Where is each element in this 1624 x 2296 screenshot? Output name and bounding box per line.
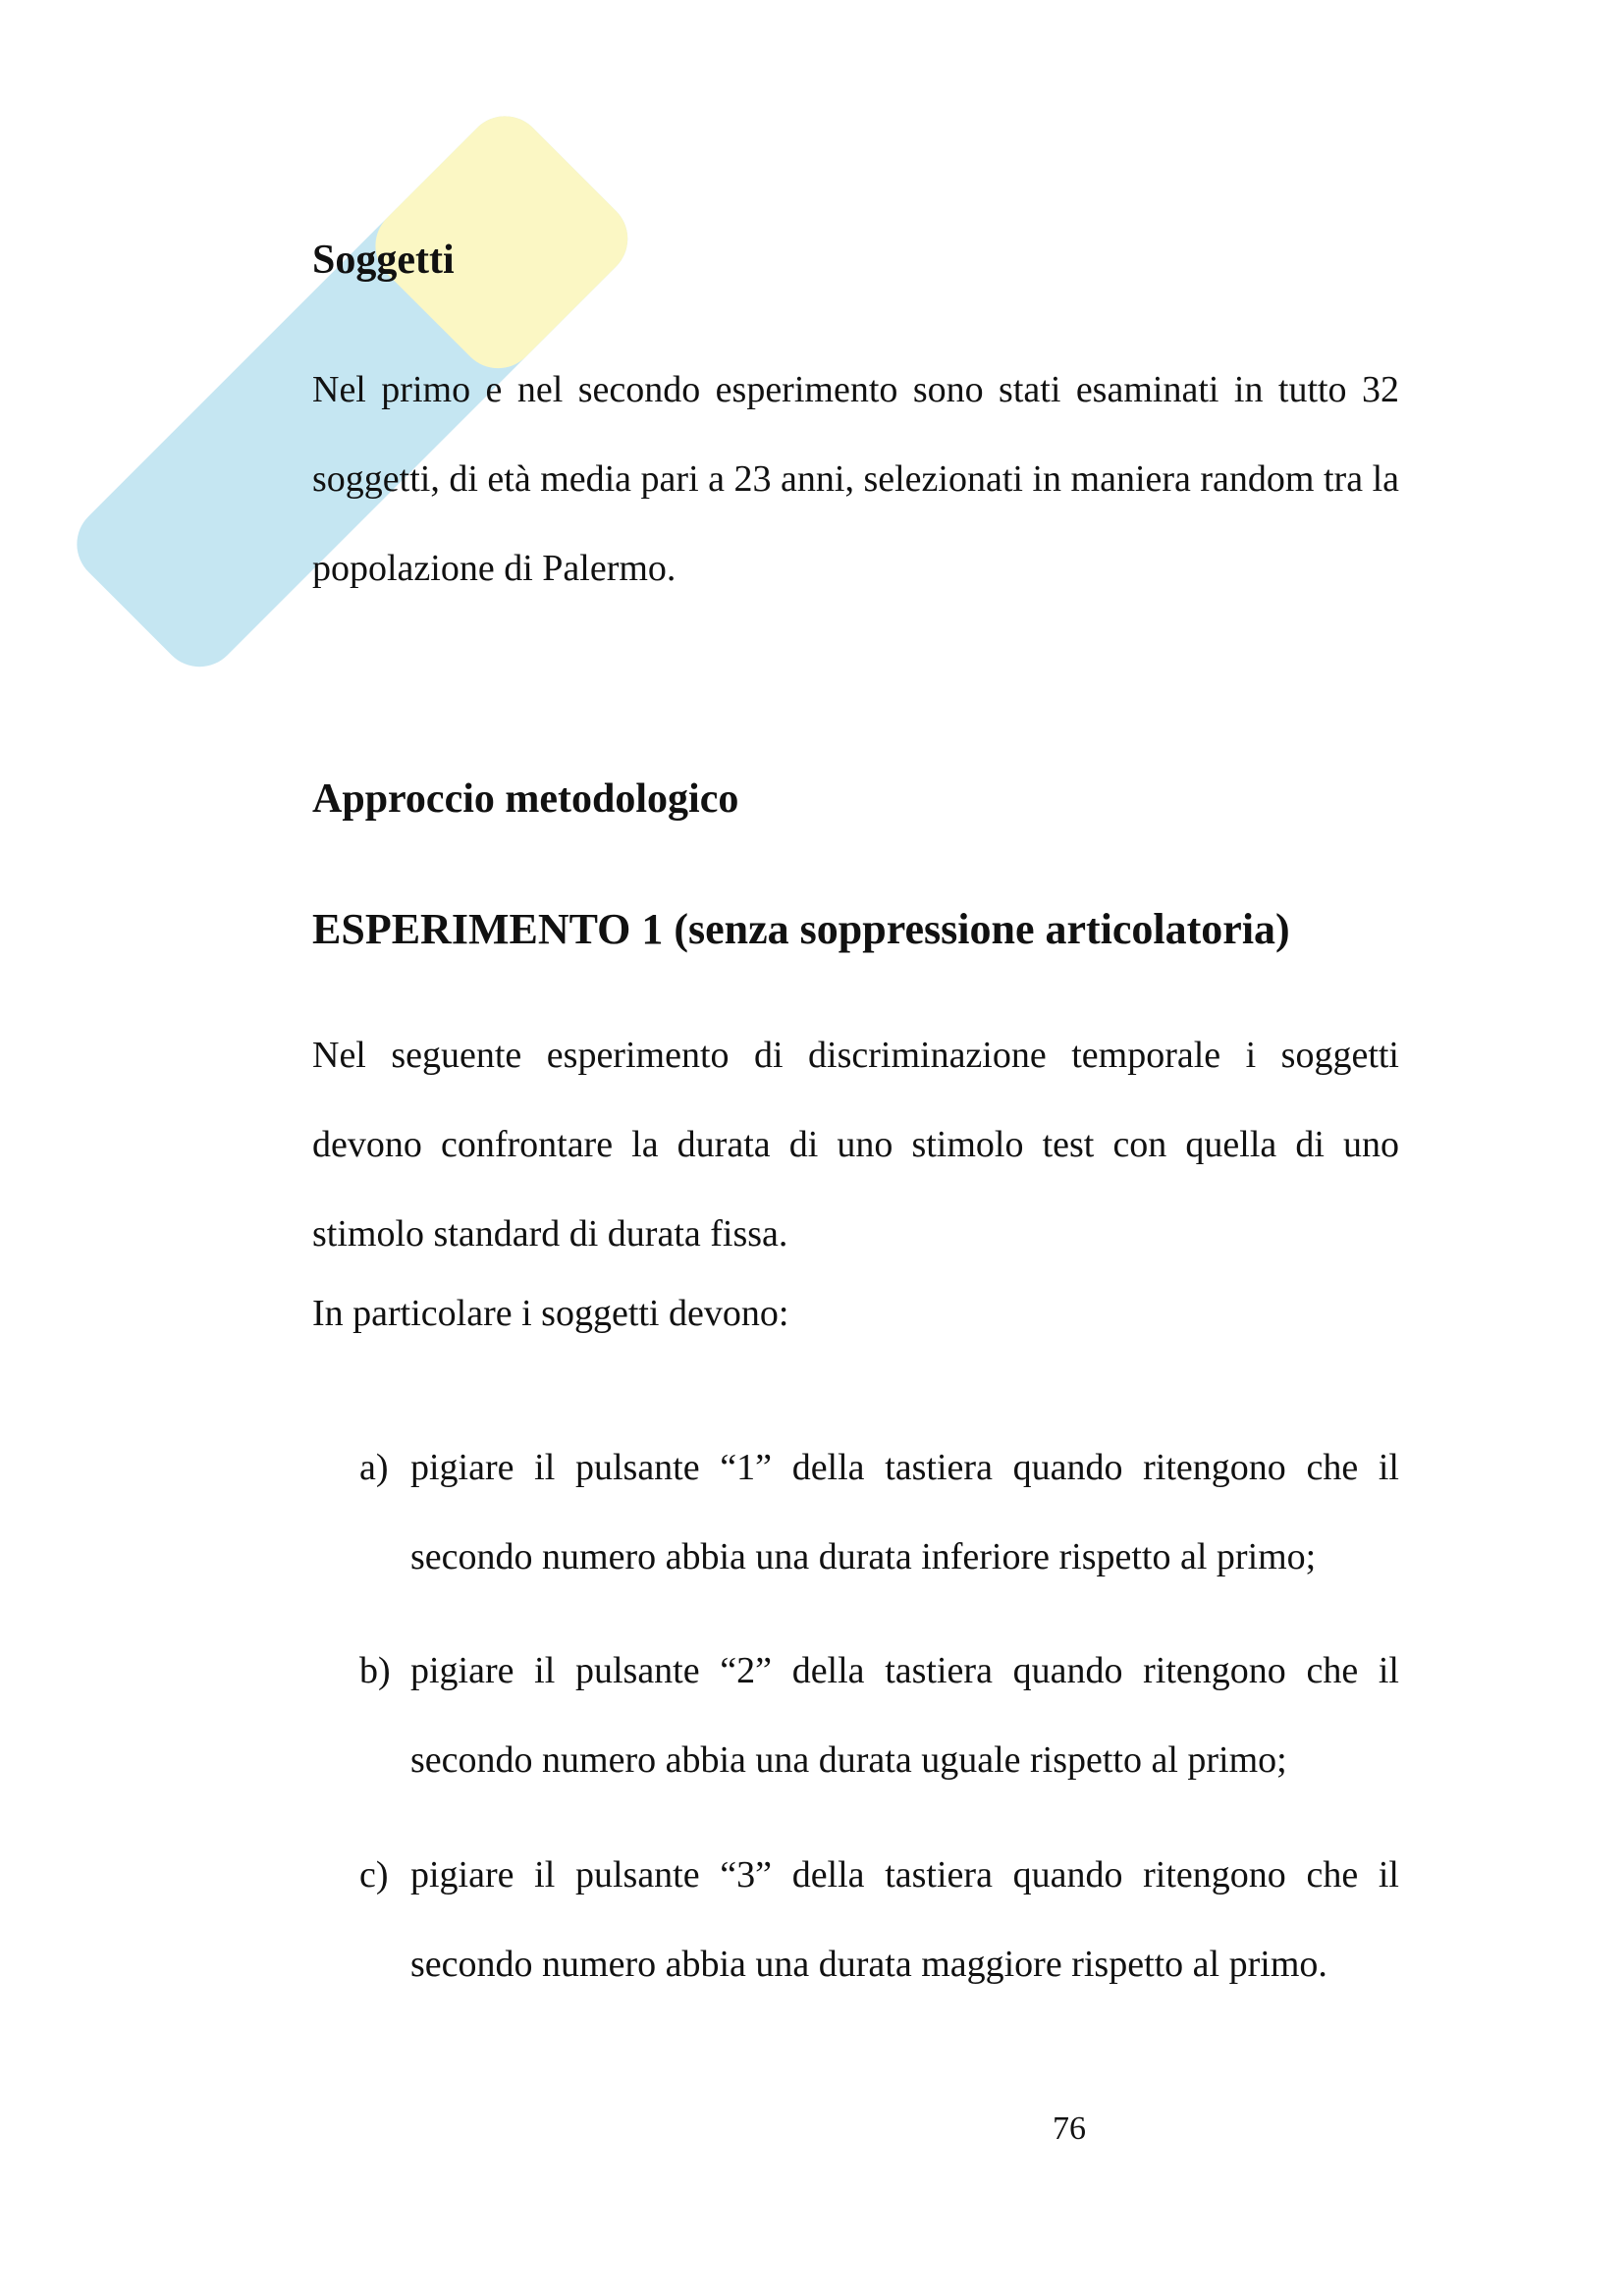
section-title-soggetti: Soggetti: [312, 238, 455, 283]
paragraph-esperimento: Nel seguente esperimento di discriminazione temporale i soggetti devono confrontare la durata di uno stimolo test con quella di uno stimolo standard di durata fissa.: [312, 1035, 1399, 1255]
page-number: 76: [1053, 2110, 1086, 2147]
list-marker: a): [359, 1447, 389, 1488]
experiment-title: ESPERIMENTO 1 (senza soppressione articolatoria): [312, 905, 1290, 953]
section-title-approccio: Approccio metodologico: [312, 776, 739, 822]
list-marker: b): [359, 1650, 391, 1691]
list-item-text: pigiare il pulsante “2” della tastiera quando ritengono che il secondo numero abbia una durata uguale rispetto al primo;: [410, 1650, 1399, 1781]
list-marker: c): [359, 1854, 389, 1896]
list-item-text: pigiare il pulsante “3” della tastiera quando ritengono che il secondo numero abbia una durata maggiore rispetto al primo.: [410, 1854, 1399, 1985]
paragraph-soggetti: Nel primo e nel secondo esperimento sono stati esaminati in tutto 32 soggetti, di età media pari a 23 anni, selezionati in maniera random tra la popolazione di Palermo.: [312, 369, 1399, 589]
list-intro: In particolare i soggetti devono:: [312, 1293, 789, 1334]
list-item-text: pigiare il pulsante “1” della tastiera quando ritengono che il secondo numero abbia una durata inferiore rispetto al primo;: [410, 1447, 1399, 1577]
